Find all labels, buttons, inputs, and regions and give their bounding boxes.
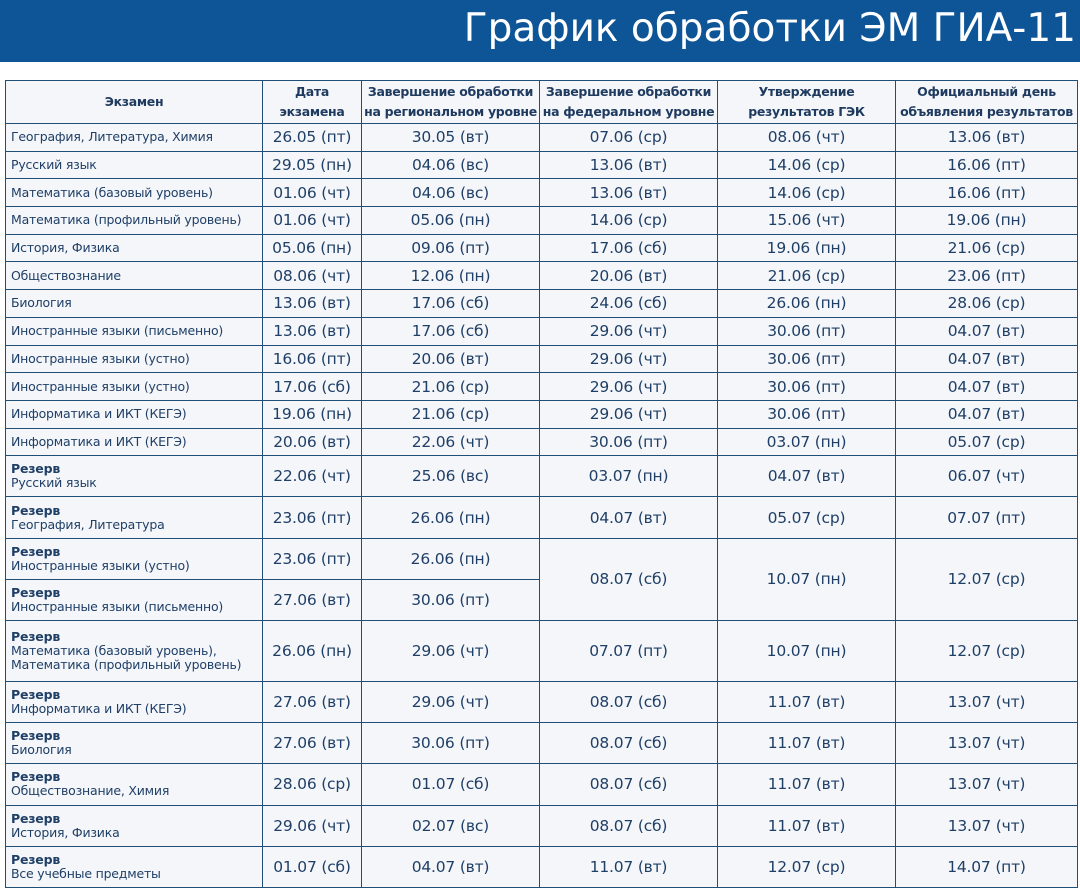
gek-cell: 19.06 (пн) (718, 234, 896, 262)
exam-date-cell: 20.06 (вт) (263, 428, 362, 456)
exam-name: История, Физика (11, 824, 120, 840)
gek-cell: 03.07 (пн) (718, 428, 896, 456)
regional-cell: 30.05 (вт) (362, 124, 540, 152)
exam-name: Биология (11, 295, 72, 311)
exam-name: Математика (базовый уровень), (11, 643, 217, 658)
regional-cell: 30.06 (пт) (362, 579, 540, 620)
page-title: График обработки ЭМ ГИА-11 (463, 6, 1076, 51)
header-official-results-day: Официальный день объявления результатов (896, 81, 1078, 124)
table-row (6, 179, 1078, 207)
exam-name: Информатика и ИКТ (КЕГЭ) (11, 433, 187, 449)
exam-cell (6, 262, 263, 290)
exam-date-cell: 13.06 (вт) (263, 290, 362, 318)
official-cell: 06.07 (чт) (896, 456, 1078, 497)
regional-cell: 17.06 (сб) (362, 317, 540, 345)
exam-cell (6, 345, 263, 373)
gek-cell: 26.06 (пн) (718, 290, 896, 318)
federal-cell: 29.06 (чт) (540, 373, 718, 401)
exam-name: Иностранные языки (устно) (11, 378, 190, 394)
official-cell: 21.06 (ср) (896, 234, 1078, 262)
table-row (6, 428, 1078, 456)
exam-cell (6, 723, 263, 764)
regional-cell: 22.06 (чт) (362, 428, 540, 456)
exam-cell (6, 400, 263, 428)
table-row (6, 456, 1078, 497)
gek-cell: 10.07 (пн) (718, 538, 896, 620)
exam-name: История, Физика (11, 240, 120, 256)
regional-cell: 21.06 (ср) (362, 400, 540, 428)
gek-cell: 11.07 (вт) (718, 764, 896, 805)
exam-date-cell: 26.05 (пт) (263, 124, 362, 152)
official-cell: 12.07 (ср) (896, 621, 1078, 682)
federal-cell: 14.06 (ср) (540, 207, 718, 235)
federal-cell: 24.06 (сб) (540, 290, 718, 318)
reserve-label: Резерв (11, 502, 61, 518)
exam-name: Информатика и ИКТ (КЕГЭ) (11, 406, 187, 422)
exam-cell (6, 124, 263, 152)
table-row (6, 682, 1078, 723)
regional-cell: 29.06 (чт) (362, 682, 540, 723)
federal-cell: 13.06 (вт) (540, 179, 718, 207)
exam-name: Русский язык (11, 475, 97, 491)
exam-date-cell: 08.06 (чт) (263, 262, 362, 290)
regional-cell: 01.07 (сб) (362, 764, 540, 805)
regional-cell: 25.06 (вс) (362, 456, 540, 497)
regional-cell: 26.06 (пн) (362, 538, 540, 579)
federal-cell: 17.06 (сб) (540, 234, 718, 262)
schedule-table (5, 80, 1078, 888)
federal-cell: 08.07 (сб) (540, 764, 718, 805)
exam-name: Иностранные языки (устно) (11, 557, 190, 573)
exam-name: Математика (профильный уровень) (11, 212, 242, 228)
table-row (6, 723, 1078, 764)
regional-cell: 04.06 (вс) (362, 151, 540, 179)
regional-cell: 12.06 (пн) (362, 262, 540, 290)
exam-date-cell: 29.05 (пн) (263, 151, 362, 179)
official-cell: 13.07 (чт) (896, 805, 1078, 846)
federal-cell: 08.07 (сб) (540, 805, 718, 846)
exam-name: Русский язык (11, 157, 97, 173)
regional-cell: 30.06 (пт) (362, 723, 540, 764)
official-cell: 28.06 (ср) (896, 290, 1078, 318)
table-row (6, 262, 1078, 290)
exam-date-cell: 23.06 (пт) (263, 538, 362, 579)
exam-date-cell: 17.06 (сб) (263, 373, 362, 401)
regional-cell: 02.07 (вс) (362, 805, 540, 846)
exam-date-cell: 19.06 (пн) (263, 400, 362, 428)
exam-name: Иностранные языки (устно) (11, 350, 190, 366)
federal-cell: 20.06 (вт) (540, 262, 718, 290)
official-cell: 04.07 (вт) (896, 345, 1078, 373)
exam-name: География, Литература, Химия (11, 129, 213, 145)
official-cell: 14.07 (пт) (896, 846, 1078, 887)
reserve-label: Резерв (11, 769, 61, 785)
federal-cell: 07.06 (ср) (540, 124, 718, 152)
header-row (6, 81, 1078, 124)
exam-cell (6, 682, 263, 723)
exam-name: Обществознание (11, 267, 121, 283)
exam-name: Биология (11, 742, 72, 758)
exam-date-cell: 27.06 (вт) (263, 579, 362, 620)
gek-cell: 12.07 (ср) (718, 846, 896, 887)
official-cell: 05.07 (ср) (896, 428, 1078, 456)
regional-cell: 29.06 (чт) (362, 621, 540, 682)
gek-cell: 11.07 (вт) (718, 805, 896, 846)
official-cell: 16.06 (пт) (896, 179, 1078, 207)
federal-cell: 29.06 (чт) (540, 345, 718, 373)
exam-date-cell: 23.06 (пт) (263, 497, 362, 538)
gek-cell: 14.06 (ср) (718, 151, 896, 179)
official-cell: 07.07 (пт) (896, 497, 1078, 538)
federal-cell: 30.06 (пт) (540, 428, 718, 456)
exam-cell (6, 621, 263, 682)
exam-cell (6, 497, 263, 538)
table-row (6, 207, 1078, 235)
gek-cell: 30.06 (пт) (718, 317, 896, 345)
header-exam-date: Дата экзамена (263, 81, 362, 124)
exam-date-cell: 29.06 (чт) (263, 805, 362, 846)
gek-cell: 14.06 (ср) (718, 179, 896, 207)
exam-cell (6, 428, 263, 456)
exam-date-cell: 28.06 (ср) (263, 764, 362, 805)
reserve-label: Резерв (11, 851, 61, 867)
gek-cell: 11.07 (вт) (718, 723, 896, 764)
exam-cell (6, 207, 263, 235)
exam-name: Обществознание, Химия (11, 783, 170, 799)
exam-cell (6, 317, 263, 345)
header-gek-approval: Утверждение результатов ГЭК (718, 81, 896, 124)
official-cell: 04.07 (вт) (896, 317, 1078, 345)
exam-cell (6, 456, 263, 497)
exam-date-cell: 01.06 (чт) (263, 207, 362, 235)
official-cell: 13.06 (вт) (896, 124, 1078, 152)
gek-cell: 11.07 (вт) (718, 682, 896, 723)
regional-cell: 05.06 (пн) (362, 207, 540, 235)
regional-cell: 20.06 (вт) (362, 345, 540, 373)
gek-cell: 10.07 (пн) (718, 621, 896, 682)
regional-cell: 26.06 (пн) (362, 497, 540, 538)
exam-date-cell: 05.06 (пн) (263, 234, 362, 262)
official-cell: 13.07 (чт) (896, 723, 1078, 764)
exam-date-cell: 01.07 (сб) (263, 846, 362, 887)
gek-cell: 04.07 (вт) (718, 456, 896, 497)
exam-cell (6, 373, 263, 401)
reserve-label: Резерв (11, 728, 61, 744)
exam-date-cell: 22.06 (чт) (263, 456, 362, 497)
table-row (6, 846, 1078, 887)
reserve-label: Резерв (11, 687, 61, 703)
regional-cell: 17.06 (сб) (362, 290, 540, 318)
table-row (6, 538, 1078, 579)
table-row (6, 345, 1078, 373)
table-row (6, 400, 1078, 428)
regional-cell: 21.06 (ср) (362, 373, 540, 401)
federal-cell: 03.07 (пн) (540, 456, 718, 497)
regional-cell: 09.06 (пт) (362, 234, 540, 262)
federal-cell: 13.06 (вт) (540, 151, 718, 179)
reserve-label: Резерв (11, 810, 61, 826)
table-row (6, 764, 1078, 805)
exam-date-cell: 27.06 (вт) (263, 723, 362, 764)
gek-cell: 05.07 (ср) (718, 497, 896, 538)
reserve-label: Резерв (11, 461, 61, 477)
reserve-label: Резерв (11, 543, 61, 559)
table-row (6, 290, 1078, 318)
exam-cell (6, 234, 263, 262)
exam-cell (6, 846, 263, 887)
table-row (6, 317, 1078, 345)
federal-cell: 29.06 (чт) (540, 400, 718, 428)
official-cell: 23.06 (пт) (896, 262, 1078, 290)
reserve-label: Резерв (11, 629, 61, 644)
gek-cell: 15.06 (чт) (718, 207, 896, 235)
header-federal-processing: Завершение обработки на федеральном уровне (540, 81, 718, 124)
gek-cell: 30.06 (пт) (718, 345, 896, 373)
exam-name: Математика (базовый уровень) (11, 184, 213, 200)
table-row (6, 497, 1078, 538)
table-row (6, 805, 1078, 846)
exam-cell (6, 290, 263, 318)
exam-cell (6, 538, 263, 579)
table-row (6, 621, 1078, 682)
exam-name: Все учебные предметы (11, 865, 161, 881)
federal-cell: 08.07 (сб) (540, 538, 718, 620)
federal-cell: 07.07 (пт) (540, 621, 718, 682)
gek-cell: 08.06 (чт) (718, 124, 896, 152)
exam-date-cell: 26.06 (пн) (263, 621, 362, 682)
exam-name: Математика (профильный уровень) (11, 657, 242, 672)
gek-cell: 30.06 (пт) (718, 373, 896, 401)
official-cell: 16.06 (пт) (896, 151, 1078, 179)
federal-cell: 11.07 (вт) (540, 846, 718, 887)
table-row (6, 373, 1078, 401)
exam-date-cell: 27.06 (вт) (263, 682, 362, 723)
regional-cell: 04.06 (вс) (362, 179, 540, 207)
official-cell: 19.06 (пн) (896, 207, 1078, 235)
official-cell: 12.07 (ср) (896, 538, 1078, 620)
regional-cell: 04.07 (вт) (362, 846, 540, 887)
official-cell: 04.07 (вт) (896, 373, 1078, 401)
exam-date-cell: 13.06 (вт) (263, 317, 362, 345)
exam-name: Иностранные языки (письменно) (11, 323, 224, 339)
official-cell: 13.07 (чт) (896, 682, 1078, 723)
exam-cell (6, 179, 263, 207)
official-cell: 13.07 (чт) (896, 764, 1078, 805)
table-row (6, 124, 1078, 152)
gek-cell: 30.06 (пт) (718, 400, 896, 428)
exam-cell (6, 764, 263, 805)
federal-cell: 08.07 (сб) (540, 682, 718, 723)
table-row (6, 151, 1078, 179)
exam-date-cell: 01.06 (чт) (263, 179, 362, 207)
federal-cell: 29.06 (чт) (540, 317, 718, 345)
header-regional-processing: Завершение обработки на региональном уровне (362, 81, 540, 124)
table-body (6, 124, 1078, 888)
federal-cell: 08.07 (сб) (540, 723, 718, 764)
exam-cell (6, 805, 263, 846)
federal-cell: 04.07 (вт) (540, 497, 718, 538)
title-bar (0, 0, 1080, 62)
exam-cell (6, 151, 263, 179)
official-cell: 04.07 (вт) (896, 400, 1078, 428)
exam-cell (6, 579, 263, 620)
exam-name: Иностранные языки (письменно) (11, 598, 224, 614)
exam-name: География, Литература (11, 516, 165, 532)
table-row (6, 234, 1078, 262)
exam-name: Информатика и ИКТ (КЕГЭ) (11, 701, 187, 717)
exam-date-cell: 16.06 (пт) (263, 345, 362, 373)
reserve-label: Резерв (11, 584, 61, 600)
header-exam: Экзамен (6, 81, 263, 124)
gek-cell: 21.06 (ср) (718, 262, 896, 290)
